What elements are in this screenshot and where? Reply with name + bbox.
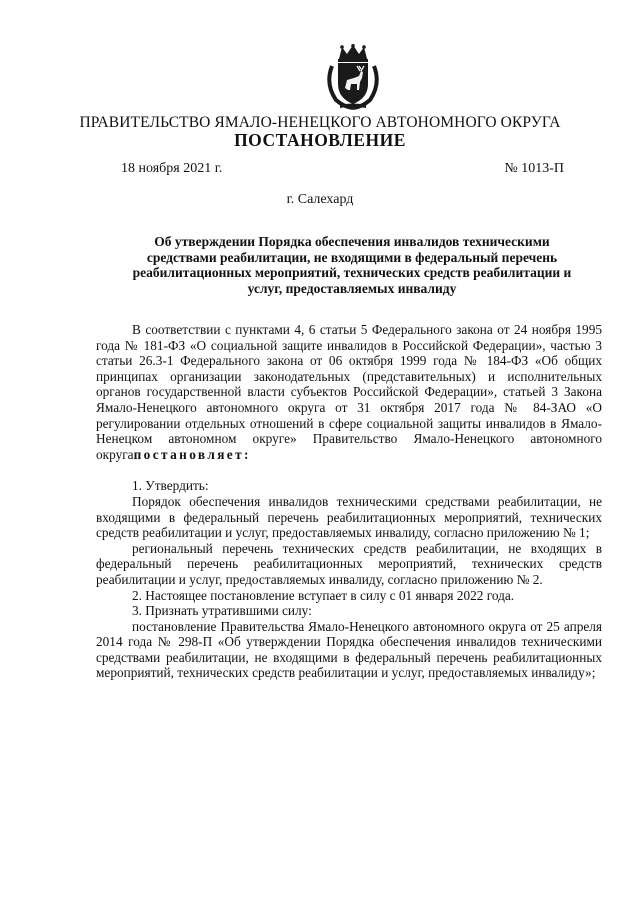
item-1a: Порядок обеспечения инвалидов техническими средствами реабилитации, не входящими в федеральный перечень реабилитационных мероприятий, технических средств реабилитации и услуг, предоставляемых инвалиду, согласно приложению № 1; <box>96 493 602 541</box>
item-1b: региональный перечень технических средств реабилитации, не входящих в федеральный перечень реабилитационных мероприятий, технических средств реабилитации и услуг, предоставляемых инвалиду, согласно приложению № 2. <box>96 540 602 587</box>
item-3a: постановление Правительства Ямало-Ненецкого автономного округа от 25 апреля 2014 года № 298-П «Об утверждении Порядка обеспечения инвалидов техническими средствами реабилитации, не входящими в федеральный перечень реабилитационных мероприятий, технических средств реабилитации и услуг, предоставляемых инвалиду»; <box>96 618 602 681</box>
document-body <box>96 322 602 681</box>
decree-word: постановляет: <box>133 446 251 462</box>
item-1: 1. Утвердить: <box>132 478 209 494</box>
preamble-text: В соответствии с пунктами 4, 6 статьи 5 Федерального закона от 24 ноября 1995 года № 181-ФЗ «О социальной защите инвалидов в Российской Федерации», частью 3 статьи 26.3-1 Федерального закона от 06 октября 1999 года № 184-ФЗ «Об общих принципах организации законодательных (представительных) и исполнительных органов государственной власти субъектов Российской Федерации», статьей 3 Закона Ямало-Ненецкого автономного округа от 31 октября 2017 года № 84-ЗАО «О регулировании отдельных отношений в сфере социальной защиты инвалидов в Ямало-Ненецком автономном округе» Правительство Ямало-Ненецкого автономного округа <box>96 322 602 462</box>
document-date: 18 ноября 2021 г. <box>121 161 223 176</box>
preamble-paragraph <box>96 322 602 462</box>
document-type: ПОСТАНОВЛЕНИЕ <box>234 130 406 150</box>
document-number: № 1013-П <box>504 161 564 176</box>
document-title: Об утверждении Порядка обеспечения инвалидов техническими средствами реабилитации, не входящими в федеральный перечень реабилитационных мероприятий, технических средств реабилитации и услуг, предоставляемых инвалиду <box>132 234 572 296</box>
document-city: г. Салехард <box>286 192 354 207</box>
coat-of-arms-icon <box>324 44 382 110</box>
item-2: 2. Настоящее постановление вступает в силу с 01 января 2022 года. <box>132 587 515 603</box>
government-name: ПРАВИТЕЛЬСТВО ЯМАЛО-НЕНЕЦКОГО АВТОНОМНОГО ОКРУГА <box>79 114 561 131</box>
item-3: 3. Признать утратившими силу: <box>132 603 312 619</box>
